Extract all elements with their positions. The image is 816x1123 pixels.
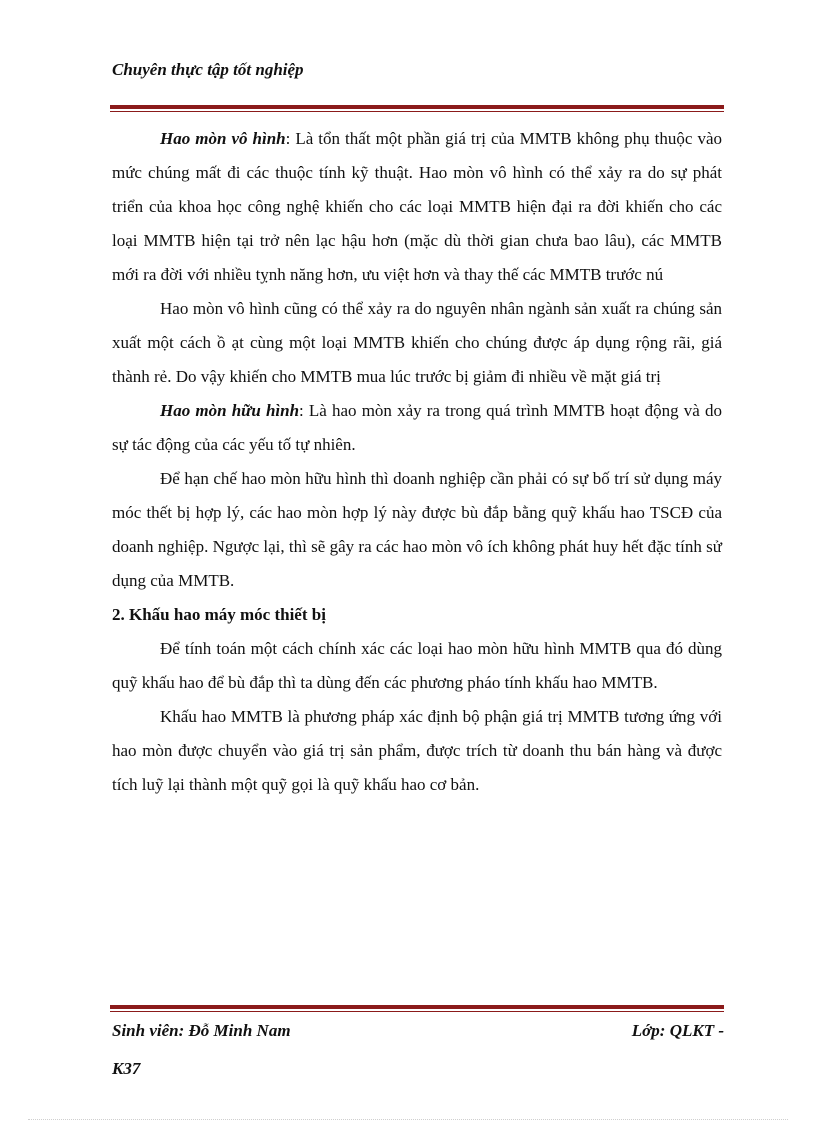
paragraph-intangible-wear bbox=[112, 122, 722, 292]
paragraph-text: : Là hao mòn xảy ra trong quá trình MMTB hoạt động và do sự tác động của các yếu tố tự nhiên. bbox=[112, 401, 722, 454]
footer-divider bbox=[110, 1005, 724, 1009]
section-heading: 2. Khấu hao máy móc thiết bị bbox=[112, 605, 326, 624]
paragraph-limit-wear: Để hạn chế hao mòn hữu hình thì doanh nghiệp cần phải có sự bố trí sử dụng máy móc thết bị hợp lý, các hao mòn hợp lý này được bù đắp bằng quỹ khấu hao TSCĐ của doanh nghiệp. Ngược lại, thì sẽ gây ra các hao mòn vô ích không phát huy hết đặc tính sử dụng của MMTB. bbox=[112, 469, 722, 590]
paragraph-depreciation-calc: Để tính toán một cách chính xác các loại hao mòn hữu hình MMTB qua đó dùng quỹ khấu hao để bù đắp thì ta dùng đến các phương pháo tính khấu hao MMTB. bbox=[112, 639, 722, 692]
paragraph-tangible-wear bbox=[112, 394, 722, 462]
footer-cohort: K37 bbox=[112, 1059, 141, 1078]
document-body bbox=[112, 122, 722, 802]
paragraph-depreciation-definition: Khấu hao MMTB là phương pháp xác định bộ phận giá trị MMTB tương ứng với hao mòn được chuyển vào giá trị sản phẩm, được trích từ doanh thu bán hàng và được tích luỹ lại thành một quỹ gọi là quỹ khấu hao cơ bản. bbox=[112, 707, 722, 794]
header-divider bbox=[110, 105, 724, 109]
term-intangible-wear: Hao mòn vô hình bbox=[160, 129, 286, 148]
footer-class: Lớp: QLKT - bbox=[631, 1021, 724, 1040]
paragraph-intangible-wear-cause: Hao mòn vô hình cũng có thể xảy ra do nguyên nhân ngành sản xuất ra chúng sản xuất một cách ồ ạt cùng một loại MMTB khiến cho chúng được áp dụng rộng rãi, giá thành rẻ. Do vậy khiến cho MMTB mua lúc trước bị giảm đi nhiều về mặt giá trị bbox=[112, 299, 722, 386]
paragraph-text: : Là tổn thất một phần giá trị của MMTB không phụ thuộc vào mức chúng mất đi các thuộc tính kỹ thuật. Hao mòn vô hình có thể xảy ra do sự phát triển của khoa học công nghệ khiến cho các loại MMTB hiện đại ra đời khiến cho các loại MMTB hiện tại trở nên lạc hậu hơn (mặc dù thời gian chưa bao lâu), các MMTB mới ra đời với nhiều tỵnh năng hơn, ưu việt hơn và thay thế các MMTB trước nú bbox=[112, 129, 722, 284]
page-header-title: Chuyên thực tập tốt nghiệp bbox=[112, 60, 304, 79]
page-footer bbox=[112, 1012, 724, 1088]
term-tangible-wear: Hao mòn hữu hình bbox=[160, 401, 300, 420]
page-edge-dotted-line bbox=[28, 1119, 788, 1120]
footer-student-name: Sinh viên: Đỗ Minh Nam bbox=[112, 1021, 291, 1040]
